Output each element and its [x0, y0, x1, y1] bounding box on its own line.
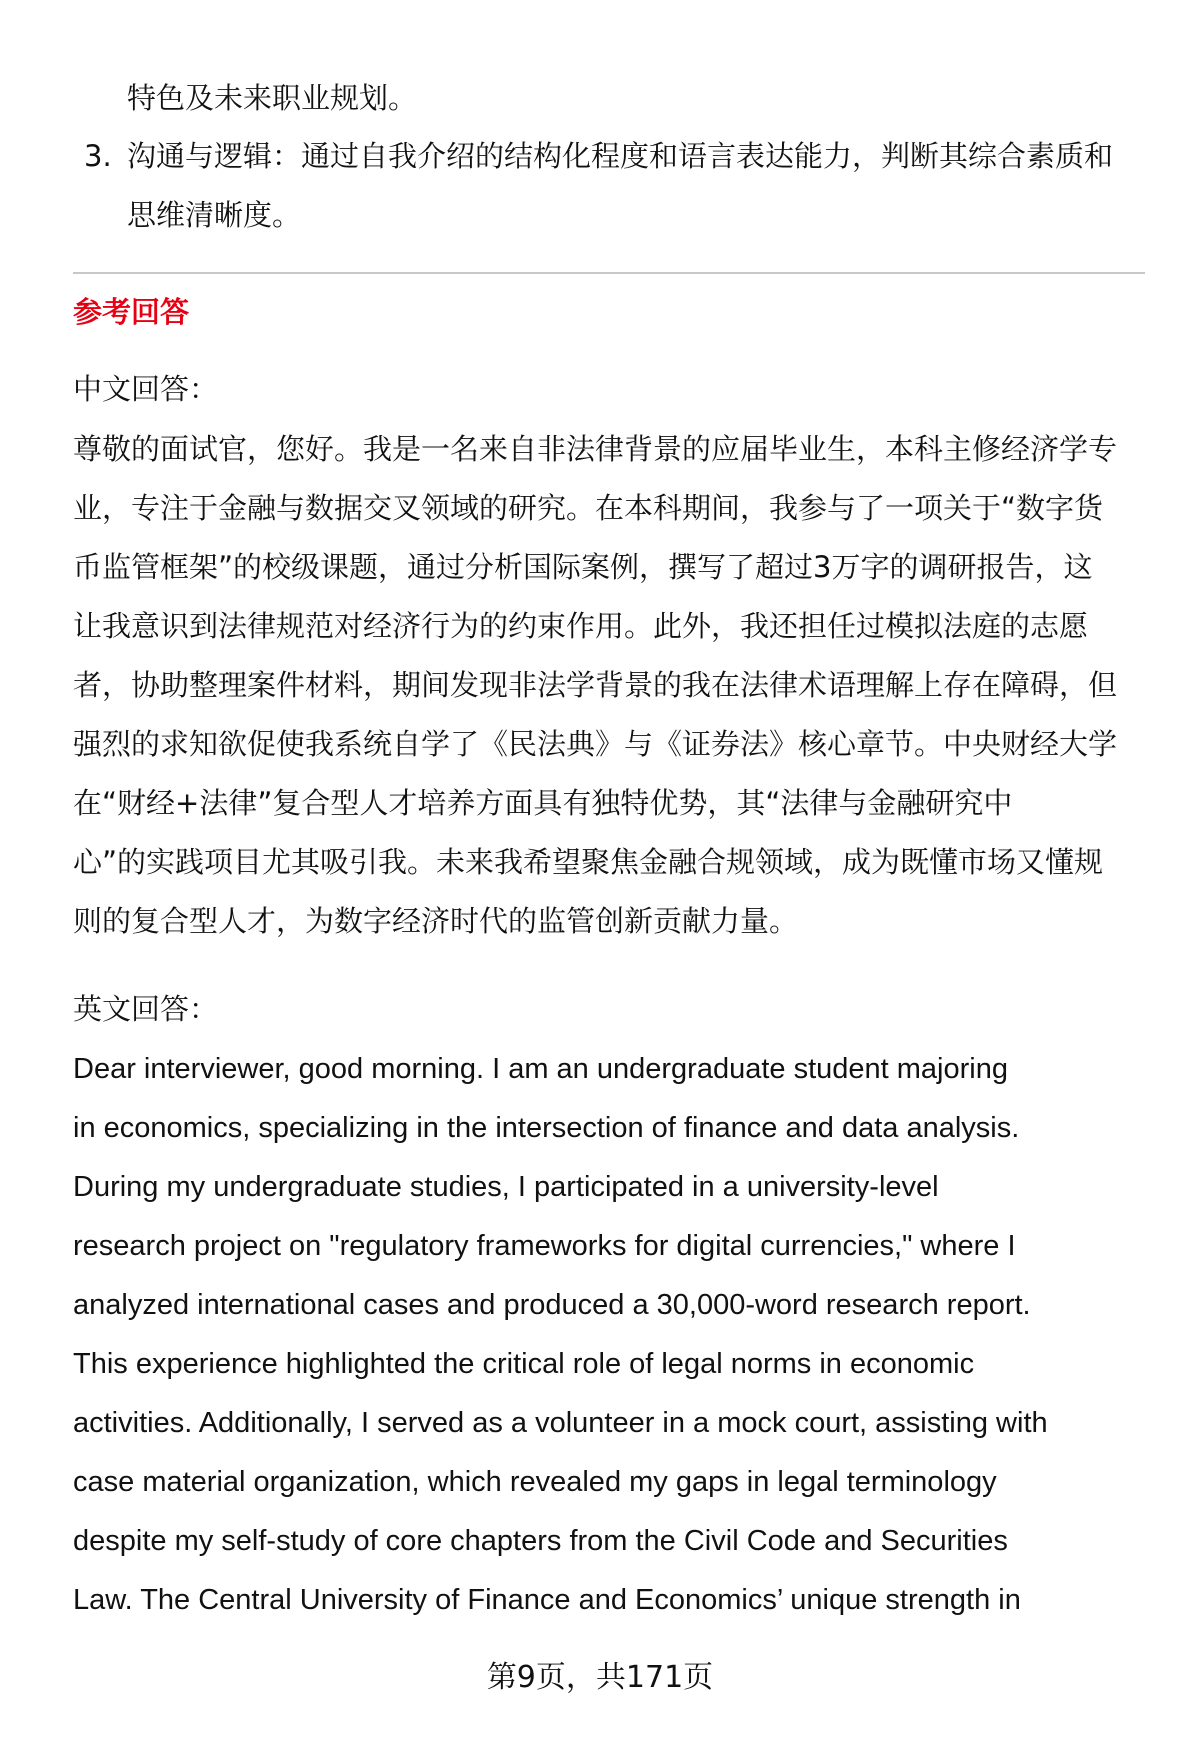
- chinese-answer-line: 币监管框架”的校级课题，通过分析国际案例，撰写了超过3万字的调研报告，这: [73, 550, 1093, 584]
- chinese-answer-line: 让我意识到法律规范对经济行为的约束作用。此外，我还担任过模拟法庭的志愿: [73, 609, 1089, 643]
- list-item-line: 沟通与逻辑：通过自我介绍的结构化程度和语言表达能力，判断其综合素质和: [127, 139, 1114, 173]
- english-answer-line: analyzed international cases and produced a 30,000-word research report.: [73, 1289, 1031, 1321]
- list-number: 3.: [84, 139, 112, 173]
- english-answer-line: Dear interviewer, good morning. I am an undergraduate student majoring: [73, 1053, 1008, 1085]
- chinese-answer-line: 强烈的求知欲促使我系统自学了《民法典》与《证券法》核心章节。中央财经大学: [73, 727, 1118, 761]
- english-answer-line: activities. Additionally, I served as a volunteer in a mock court, assisting with: [73, 1407, 1048, 1439]
- english-answer-line: This experience highlighted the critical role of legal norms in economic: [73, 1348, 975, 1380]
- chinese-answer-line: 尊敬的面试官，您好。我是一名来自非法律背景的应届毕业生，本科主修经济学专: [73, 432, 1118, 466]
- page-number: 第9页，共171页: [486, 1660, 714, 1695]
- chinese-answer-line: 业，专注于金融与数据交叉领域的研究。在本科期间，我参与了一项关于“数字货: [73, 491, 1104, 525]
- chinese-answer-line: 者，协助整理案件材料，期间发现非法学背景的我在法律术语理解上存在障碍，但: [73, 668, 1118, 702]
- english-answer-label: 英文回答：: [73, 992, 219, 1026]
- list-item-line: 思维清晰度。: [127, 198, 302, 232]
- chinese-answer-line: 则的复合型人才，为数字经济时代的监管创新贡献力量。: [73, 904, 799, 938]
- english-answer-line: in economics, specializing in the intersection of finance and data analysis.: [73, 1112, 1020, 1144]
- chinese-answer-line: 在“财经+法律”复合型人才培养方面具有独特优势，其“法律与金融研究中: [73, 786, 1013, 820]
- english-answer-line: During my undergraduate studies, I participated in a university-level: [73, 1171, 939, 1203]
- english-answer-line: research project on "regulatory frameworks for digital currencies," where I: [73, 1230, 1016, 1262]
- english-answer-line: case material organization, which revealed my gaps in legal terminology: [73, 1466, 997, 1498]
- english-answer-line: Law. The Central University of Finance and Economics’ unique strength in: [73, 1584, 1021, 1616]
- chinese-answer-line: 心”的实践项目尤其吸引我。未来我希望聚焦金融合规领域，成为既懂市场又懂规: [73, 845, 1104, 879]
- section-heading: 参考回答: [73, 295, 190, 329]
- english-answer-line: despite my self-study of core chapters from the Civil Code and Securities: [73, 1525, 1008, 1557]
- section-divider: [73, 272, 1145, 274]
- list-item-continuation: 特色及未来职业规划。: [127, 81, 418, 115]
- chinese-answer-label: 中文回答：: [73, 372, 219, 406]
